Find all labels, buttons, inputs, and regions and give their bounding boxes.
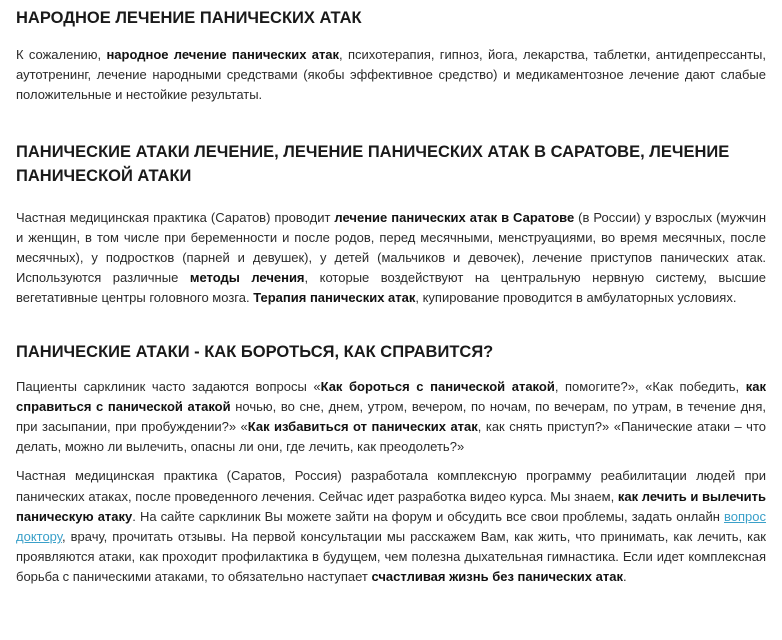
text-run: ночью, во сне, днем, утром, вечером, по ночам, по вечерам, по утрам, в течение дня, при засыпании, при пробуждении?» « <box>16 398 767 435</box>
section-heading-folk-treatment: НАРОДНОЕ ЛЕЧЕНИЕ ПАНИЧЕСКИХ АТАК <box>16 9 362 27</box>
section-heading-how-to-cope: ПАНИЧЕСКИЕ АТАКИ - КАК БОРОТЬСЯ, КАК СПРАВИТСЯ? <box>16 342 494 361</box>
bold-text: Терапия панических атак <box>253 290 416 306</box>
text-run: , психотерапия, гипноз, йога, лекарства, таблетки, антидепрессанты, аутотренинг, лечение народными средствами (якобы эффективное средство) и медикаментозное лечение дают слабые положительные и нестойкие результаты. <box>16 47 766 103</box>
text-run: Частная медицинская практика (Саратов) проводит <box>16 209 335 225</box>
paragraph-treatment-saratov <box>16 208 766 309</box>
bold-text: народное лечение панических атак <box>106 47 340 62</box>
text-run: , которые воздействуют на центральную нервную систему, высшие вегетативные центры головного мозга. <box>16 270 767 306</box>
text-run: (в России) у взрослых (мужчин и женщин, в том числе при беременности и после родов, перед месячными, менструациями, во время месячных, после месячных), у подростков (парней и девушек), у детей (мальчиков и девочек), лечение приступов панических атак. Используются различные <box>16 209 766 286</box>
bold-text: Как бороться с панической атакой <box>320 378 555 394</box>
text-run: , купирование проводится в амбулаторных условиях. <box>415 290 737 306</box>
section-heading-treatment-saratov: ПАНИЧЕСКИЕ АТАКИ ЛЕЧЕНИЕ, ЛЕЧЕНИЕ ПАНИЧЕСКИХ АТАК В САРАТОВЕ, ЛЕЧЕНИЕ ПАНИЧЕСКОЙ АТАКИ <box>16 142 730 185</box>
ask-doctor-link[interactable]: вопрос доктору <box>16 508 767 545</box>
text-run: . <box>622 569 627 585</box>
bold-text: счастливая жизнь без панических атак <box>371 569 623 585</box>
text-run: Частная медицинская практика (Саратов, Россия) разработала комплексную программу реабилитации людей при панических атаках, после проведенного лечения. Сейчас идет разработка видео курса. Мы знаем, <box>16 468 766 504</box>
text-run: , врачу, прочитать отзывы. На первой консультации мы расскажем Вам, как жить, что принимать, как лечить, как проявляются атаки, как проходит профилактика в будущем, чем полезна дыхательная гимнастика. Если идет комплексная борьба с паническими атаками, то обязательно наступает <box>16 529 766 585</box>
text-run: , помогите?», «Как победить, <box>554 378 746 394</box>
text-run: К сожалению, <box>16 47 107 62</box>
paragraph-rehabilitation-program <box>16 466 766 587</box>
text-run: , как снять приступ?» «Панические атаки – что делать, можно ли вылечить, опасны ли они, где лечить, как преодолеть?» <box>16 419 766 455</box>
bold-text: Как избавиться от панических атак <box>247 419 478 435</box>
bold-text: методы лечения <box>189 270 305 286</box>
text-run: . На сайте сарклиник Вы можете зайти на форум и обсудить все свои проблемы, задать онлайн <box>132 508 725 524</box>
bold-text: лечение панических атак в Саратове <box>334 209 575 225</box>
bold-text: как лечить и вылечить паническую атаку <box>16 488 767 524</box>
bold-text: как справиться с панической атакой <box>16 378 766 414</box>
paragraph-patient-questions <box>16 377 766 458</box>
text-run: Пациенты сарклиник часто задаются вопросы « <box>16 378 321 394</box>
paragraph-folk-treatment <box>16 45 766 106</box>
